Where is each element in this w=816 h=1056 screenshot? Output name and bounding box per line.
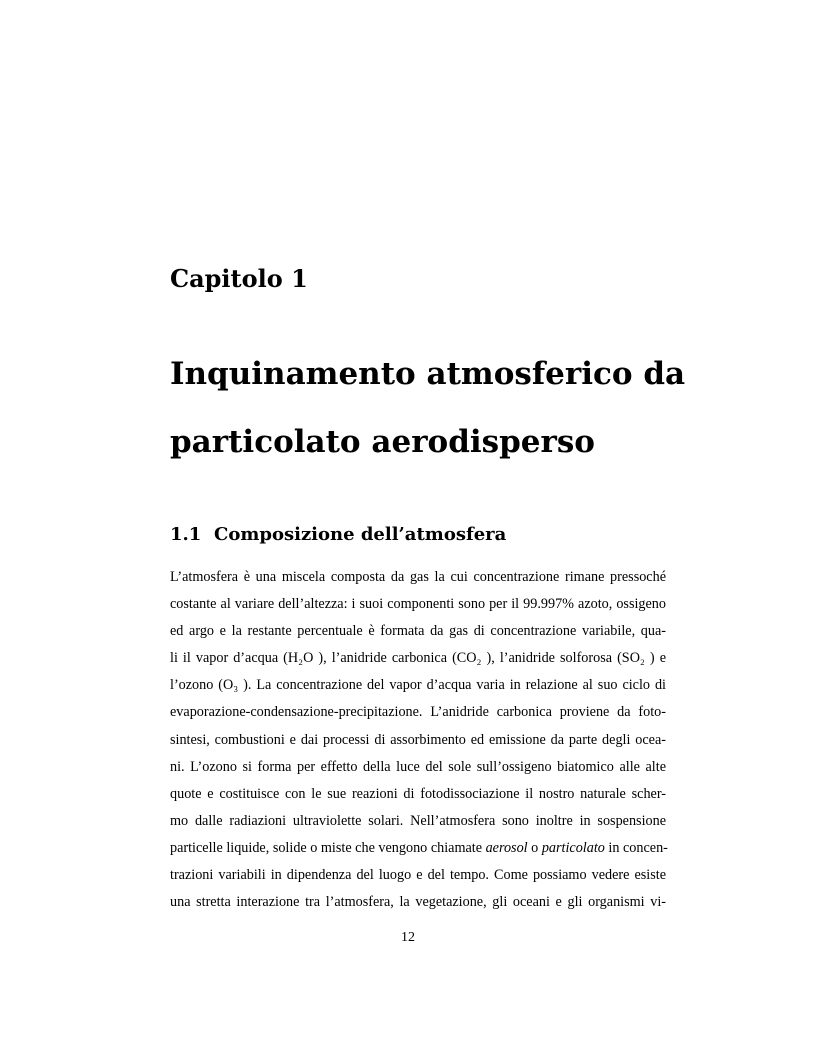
paragraph-line: li il vapor d’acqua (H₂O ), l’anidride carbonica (CO₂ ), l’anidride solforosa (SO₂ ) e xyxy=(170,650,666,667)
chapter-title xyxy=(170,340,690,476)
paragraph-line: trazioni variabili in dipendenza del luogo e del tempo. Come possiamo vedere esiste xyxy=(170,867,666,884)
chapter-title-line-1: Inquinamento atmosferico da xyxy=(170,356,686,392)
paragraph-line: sintesi, combustioni e dai processi di assorbimento ed emissione da parte degli ocea- xyxy=(170,731,666,748)
paragraph-line: ni. L’ozono si forma per effetto della luce del sole sull’ossigeno biatomico alle alte xyxy=(170,758,666,775)
paragraph-line: ed argo e la restante percentuale è formata da gas di concentrazione variabile, qua- xyxy=(170,623,666,640)
line-text: in concen- xyxy=(604,839,668,856)
section-heading xyxy=(170,519,506,551)
page-number: 12 xyxy=(401,930,415,945)
paragraph-line: quote e costituisce con le sue reazioni di fotodissociazione il nostro naturale scher- xyxy=(170,785,666,802)
section-title: Composizione dell’atmosfera xyxy=(214,524,507,545)
paragraph-line: mo dalle radiazioni ultraviolette solari. Nell’atmosfera sono inoltre in sospensione xyxy=(170,812,666,829)
chapter-title-line-2: particolato aerodisperso xyxy=(170,424,595,460)
paragraph-line: evaporazione-condensazione-precipitazione. L’anidride carbonica proviene da foto- xyxy=(170,704,666,721)
paragraph-line: costante al variare dell’altezza: i suoi componenti sono per il 99.997% azoto, ossigeno xyxy=(170,596,666,613)
line-text: particelle liquide, solide o miste che vengono chiamate xyxy=(170,839,486,856)
line-text: o xyxy=(527,839,542,856)
paragraph-line: L’atmosfera è una miscela composta da gas la cui concentrazione rimane pressoché xyxy=(170,569,666,585)
paragraph-line xyxy=(170,835,666,862)
body-paragraph xyxy=(170,564,666,916)
paragraph-line: l’ozono (O₃ ). La concentrazione del vapor d’acqua varia in relazione al suo ciclo di xyxy=(170,677,666,694)
paragraph-line: una stretta interazione tra l’atmosfera, la vegetazione, gli oceani e gli organismi vi- xyxy=(170,894,666,911)
italic-term-aerosol: aerosol xyxy=(485,839,528,856)
chapter-label: Capitolo 1 xyxy=(170,264,308,293)
italic-term-particolato: particolato xyxy=(541,839,605,856)
section-number: 1.1 xyxy=(170,524,202,545)
